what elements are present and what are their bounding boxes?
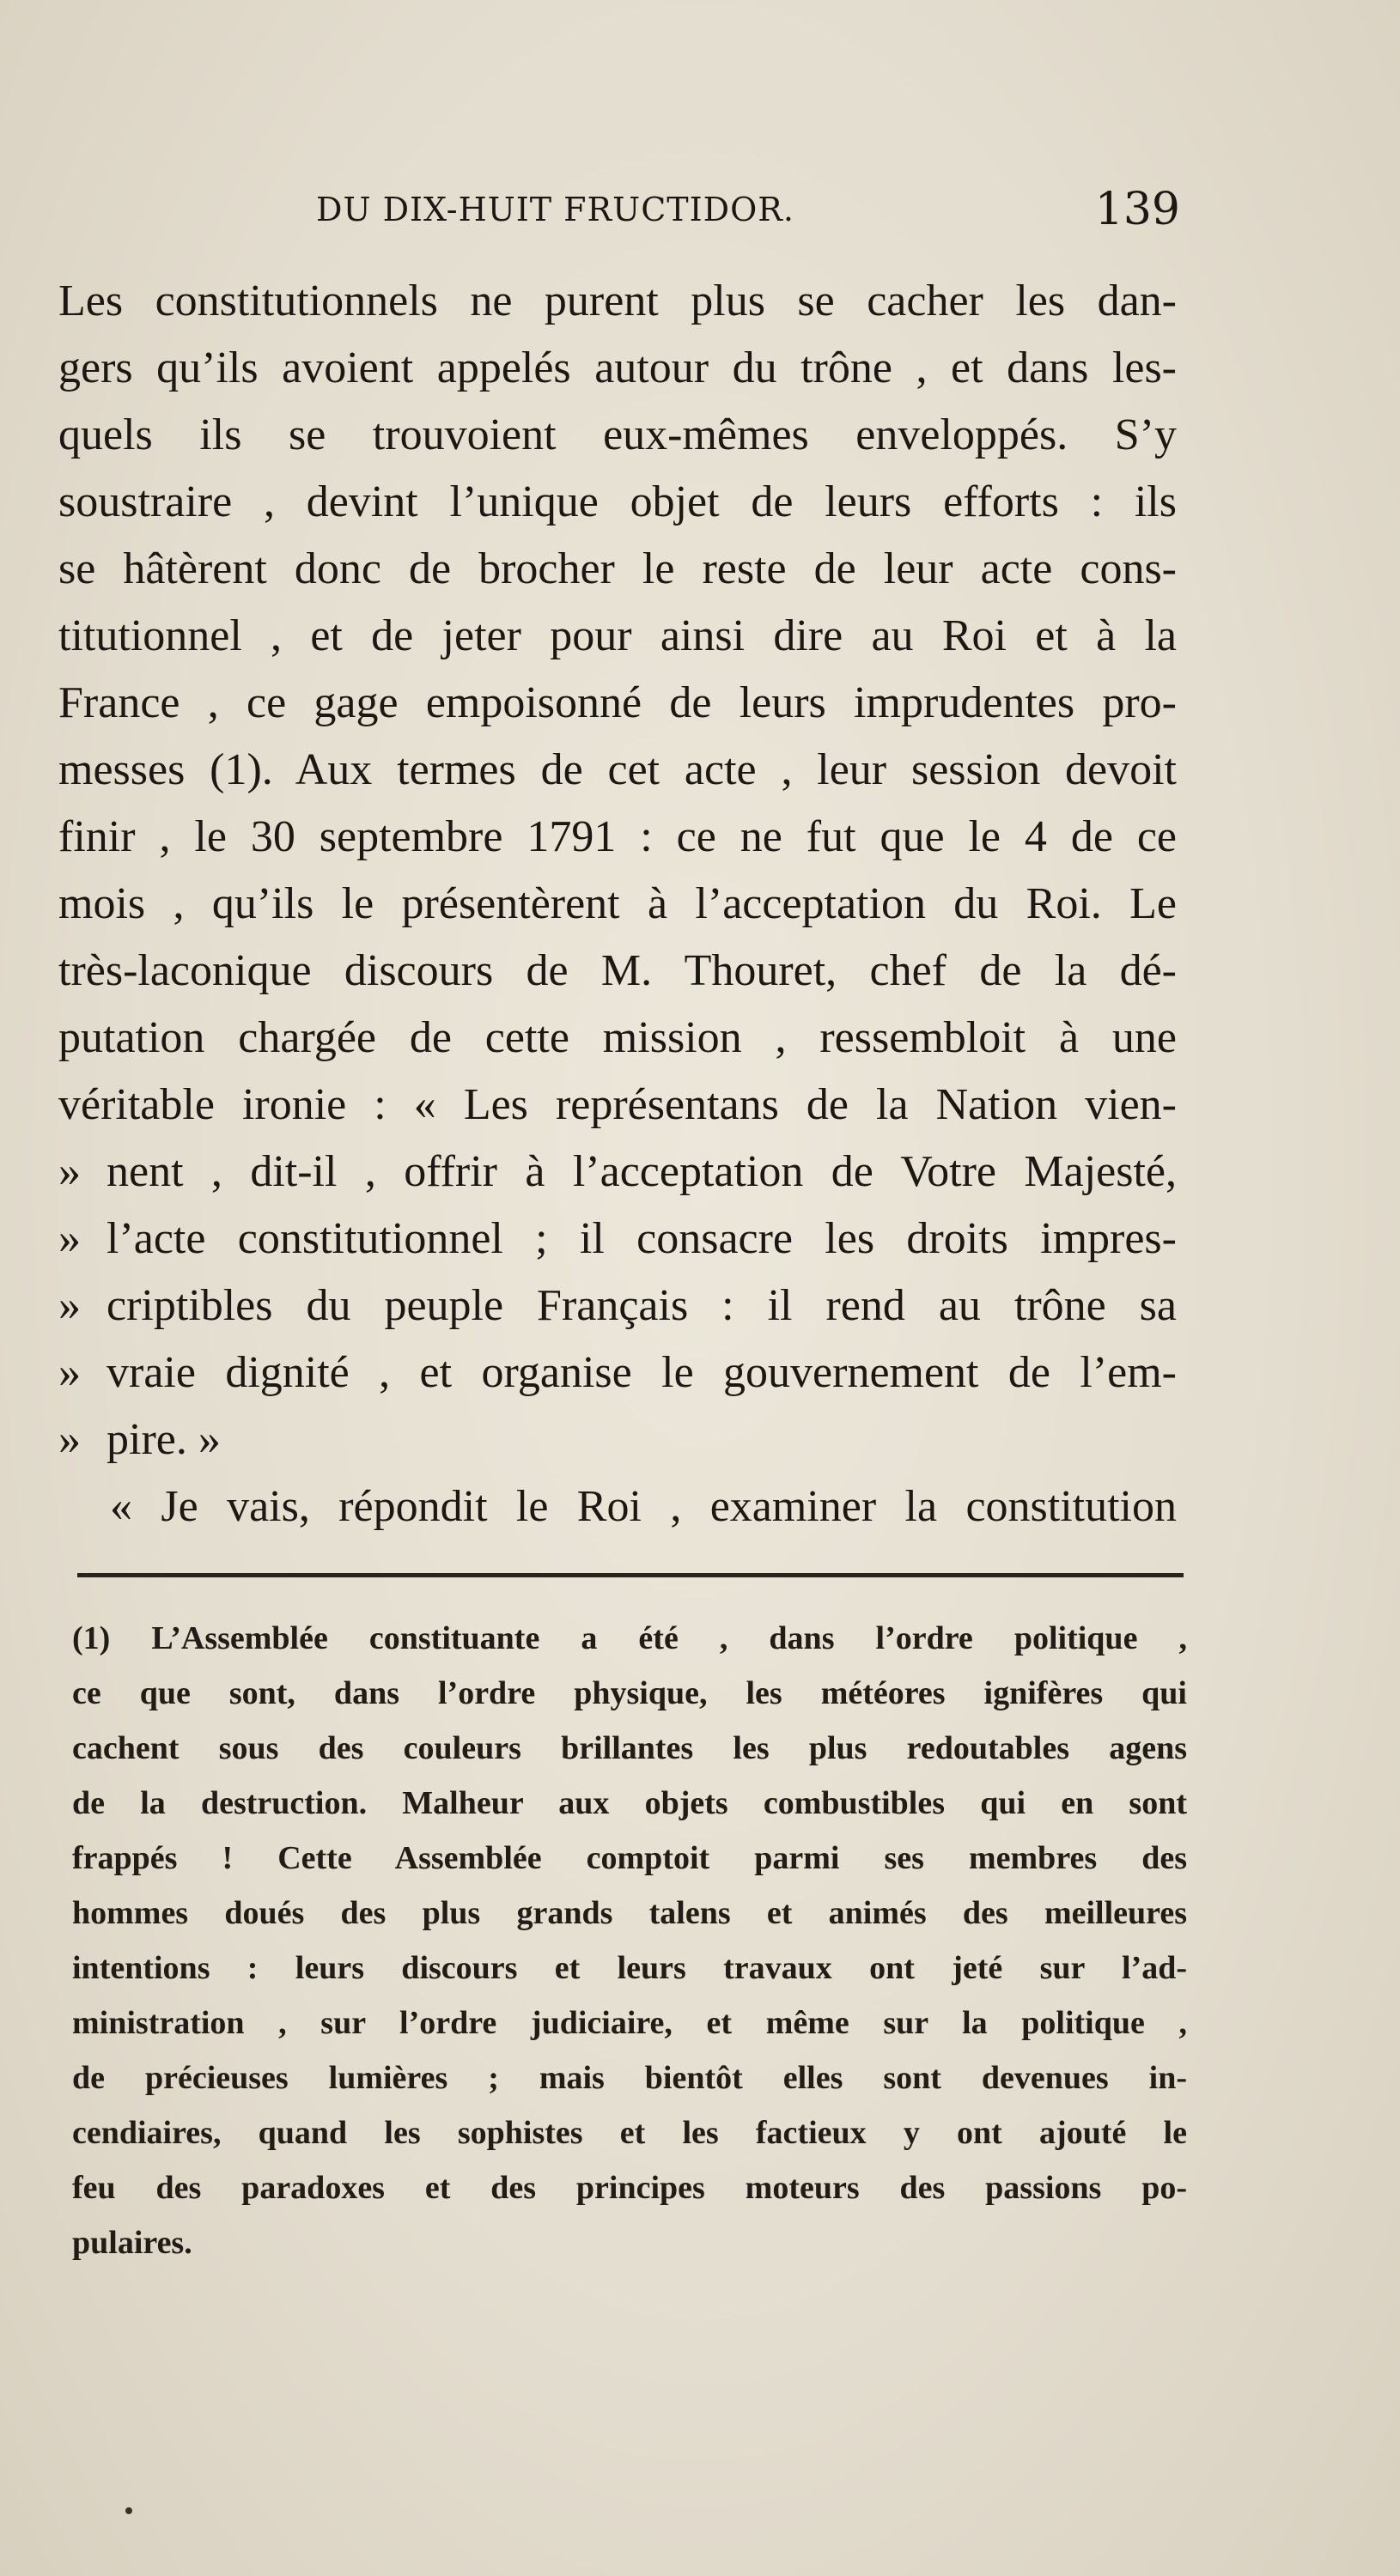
footnote-line: frappés ! Cette Assemblée comptoit parmi ses membres des [72,1840,1187,1876]
quote-text: pire. » [107,1415,221,1464]
footnote-line: ministration , sur l’ordre judiciaire, et même sur la politique , [72,2005,1187,2041]
text-line: « Je vais, répondit le Roi , examiner la constitution [110,1482,1177,1531]
text-line: messes (1). Aux termes de cet acte , leur session devoit [58,745,1177,794]
quote-mark: » [58,1415,81,1464]
running-head [316,184,1180,251]
footnote-line: de précieuses lumières ; mais bientôt elles sont devenues in- [72,2060,1187,2096]
text-line: très-laconique discours de M. Thouret, chef de la dé- [58,946,1177,995]
quote-line [58,1406,1177,1473]
footnote [72,1611,1187,2270]
main-text [58,268,1177,1540]
quote-line [58,1139,1177,1206]
text-line: mois , qu’ils le présentèrent à l’acceptation du Roi. Le [58,879,1177,928]
quote-mark: » [58,1348,81,1397]
text-line: Les constitutionnels ne purent plus se cacher les dan- [58,276,1177,325]
text-line: véritable ironie : « Les représentans de la Nation vien- [58,1080,1177,1129]
quote-line [58,1273,1177,1340]
footnote-line: hommes doués des plus grands talens et animés des meilleures [72,1895,1187,1931]
text-line: finir , le 30 septembre 1791 : ce ne fut que le 4 de ce [58,812,1177,861]
text-line: se hâtèrent donc de brocher le reste de leur acte cons- [58,544,1177,593]
text-line: gers qu’ils avoient appelés autour du trône , et dans les- [58,343,1177,392]
text-line: putation chargée de cette mission , ressembloit à une [58,1013,1177,1062]
footnote-line: (1) L’Assemblée constituante a été , dans l’ordre politique , [72,1620,1187,1656]
quote-mark: » [58,1214,81,1263]
text-line: soustraire , devint l’unique objet de leurs efforts : ils [58,477,1177,526]
footnote-line: feu des paradoxes et des principes moteurs des passions po- [72,2170,1187,2206]
quote-line [58,1340,1177,1406]
footnote-line: cachent sous des couleurs brillantes les plus redoutables agens [72,1730,1187,1766]
quote-mark: » [58,1281,81,1330]
ink-spot [125,2507,132,2514]
page-number: 139 [1094,184,1180,235]
running-title: DU DIX-HUIT FRUCTIDOR. [316,191,794,228]
footnote-line: de la destruction. Malheur aux objets combustibles qui en sont [72,1785,1187,1821]
footnote-line: cendiaires, quand les sophistes et les factieux y ont ajouté le [72,2115,1187,2151]
quote-text: vraie dignité , et organise le gouvernement de l’em- [107,1348,1177,1397]
footnote-line: intentions : leurs discours et leurs travaux ont jeté sur l’ad- [72,1950,1187,1986]
footnote-line: pulaires. [72,2225,192,2261]
quote-text: l’acte constitutionnel ; il consacre les droits impres- [107,1214,1177,1263]
footnote-line: ce que sont, dans l’ordre physique, les météores ignifères qui [72,1675,1187,1711]
quote-line [58,1206,1177,1273]
quote-text: nent , dit-il , offrir à l’acceptation de Votre Majesté, [107,1147,1177,1196]
text-line: France , ce gage empoisonné de leurs imprudentes pro- [58,678,1177,727]
text-line: quels ils se trouvoient eux-mêmes enveloppés. S’y [58,410,1177,459]
text-line: titutionnel , et de jeter pour ainsi dire au Roi et à la [58,611,1177,660]
quote-mark: » [58,1147,81,1196]
footnote-rule [77,1573,1184,1577]
quote-text: criptibles du peuple Français : il rend au trône sa [107,1281,1177,1330]
